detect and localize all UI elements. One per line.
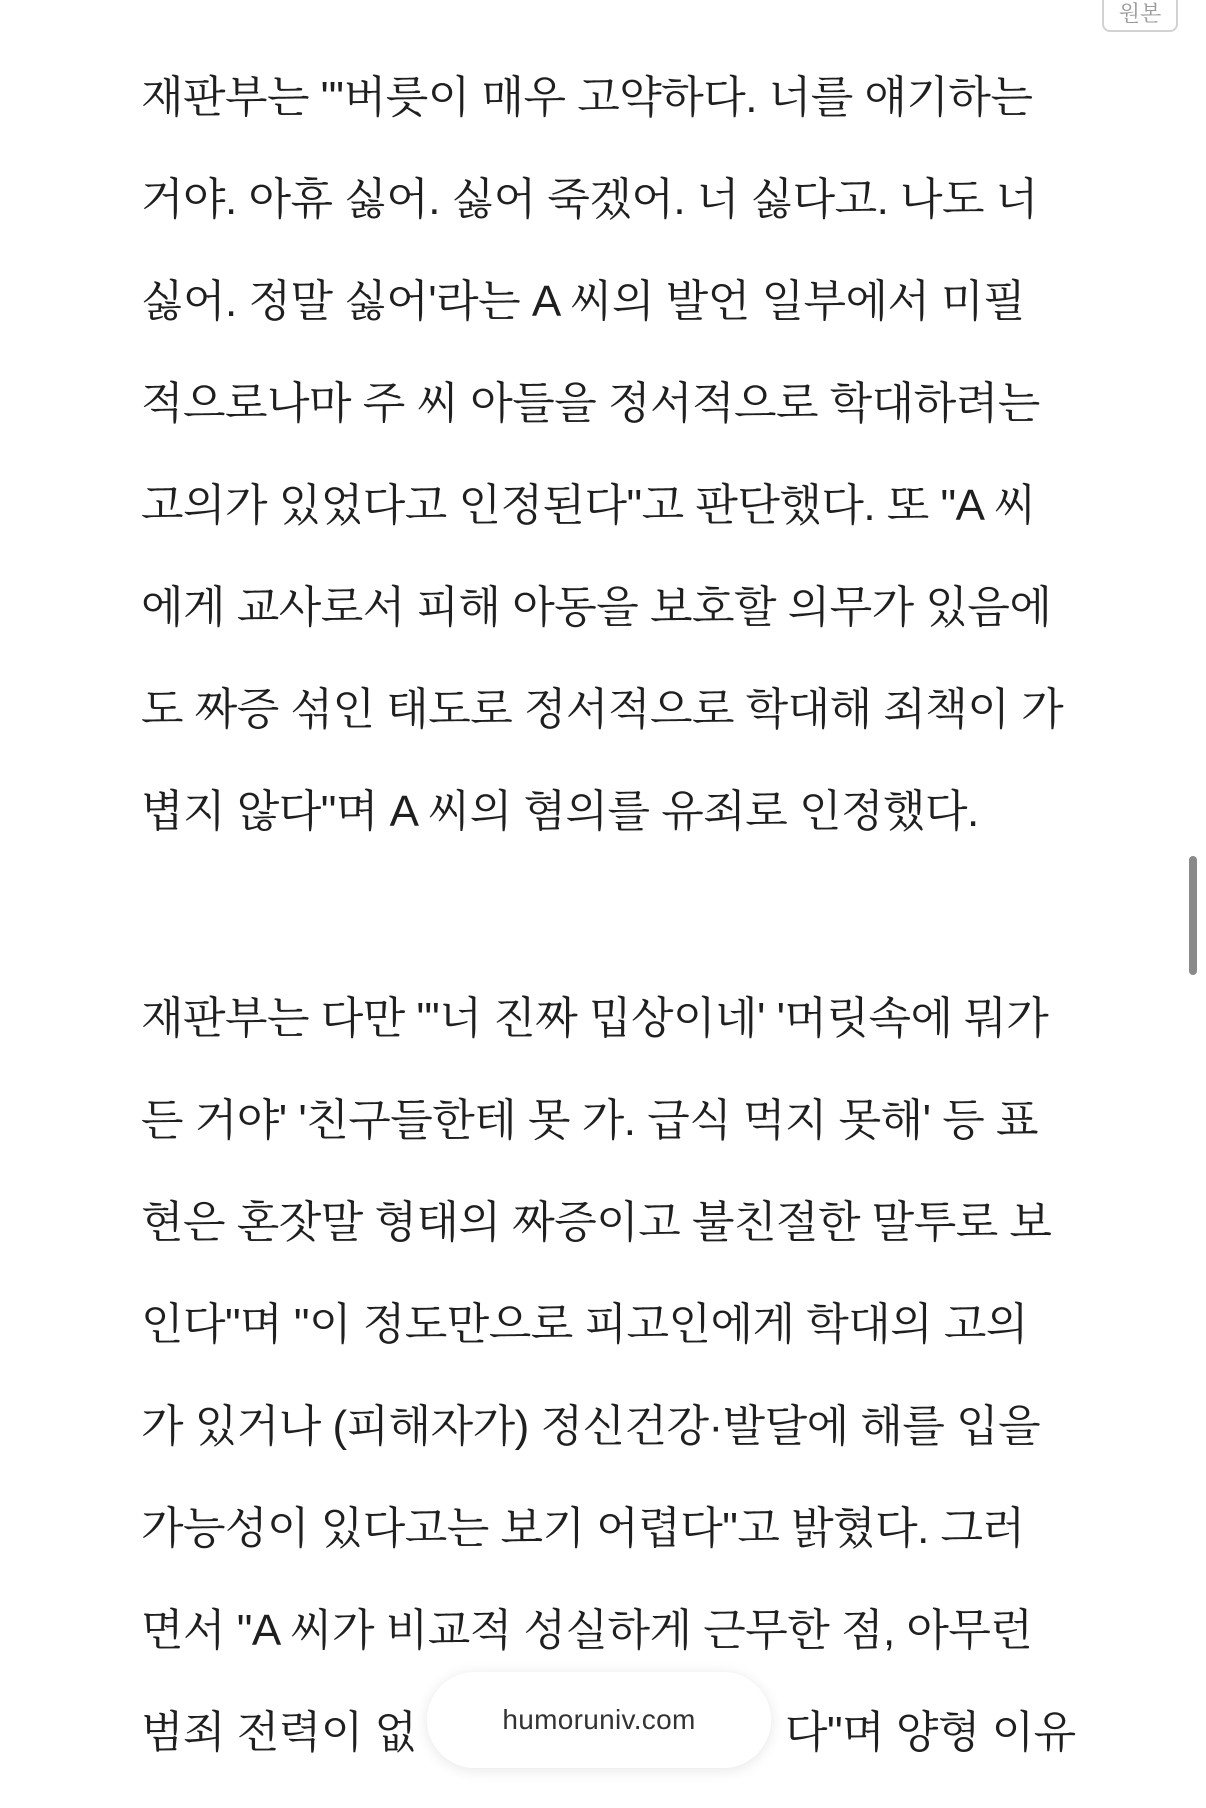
article-line: 현은 혼잣말 형태의 짜증이고 불친절한 말투로 보	[141, 1198, 1052, 1247]
article-line: 면서 "A 씨가 비교적 성실하게 근무한 점, 아무런	[141, 1606, 1033, 1655]
article-paragraph	[141, 47, 1131, 863]
article-line: 거야. 아휴 싫어. 싫어 죽겠어. 너 싫다고. 나도 너	[141, 175, 1038, 224]
scrollbar-thumb[interactable]	[1189, 856, 1197, 975]
article-line: 도 짜증 섞인 태도로 정서적으로 학대해 죄책이 가	[141, 685, 1064, 734]
article-line: 인다"며 "이 정도만으로 피고인에게 학대의 고의	[141, 1300, 1028, 1349]
article-line: 볍지 않다"며 A 씨의 혐의를 유죄로 인정했다.	[141, 787, 979, 836]
article-line: 든 거야' '친구들한테 못 가. 급식 먹지 못해' 등 표	[141, 1096, 1039, 1145]
article-line: 재판부는 "'버릇이 매우 고약하다. 너를 얘기하는	[141, 73, 1033, 122]
article-paragraph	[141, 968, 1131, 1784]
article-line-segment: 범죄 전력이 없	[141, 1708, 417, 1757]
browser-url-bar[interactable]	[427, 1672, 771, 1768]
article-line: 싫어. 정말 싫어'라는 A 씨의 발언 일부에서 미필	[141, 277, 1026, 326]
article-line: 재판부는 다만 "'너 진짜 밉상이네' '머릿속에 뭐가	[141, 994, 1049, 1043]
article-line: 에게 교사로서 피해 아동을 보호할 의무가 있음에	[141, 583, 1052, 632]
article-line: 적으로나마 주 씨 아들을 정서적으로 학대하려는	[141, 379, 1040, 428]
article-line-segment: 다"며 양형 이유	[785, 1708, 1076, 1757]
url-domain: humoruniv.com	[502, 1704, 696, 1735]
original-view-button[interactable]: 원본	[1102, 0, 1178, 32]
article-line: 고의가 있었다고 인정된다"고 판단했다. 또 "A 씨	[141, 481, 1036, 530]
article-line: 가능성이 있다고는 보기 어렵다"고 밝혔다. 그러	[141, 1504, 1025, 1553]
article-line: 가 있거나 (피해자가) 정신건강·발달에 해를 입을	[141, 1402, 1041, 1451]
